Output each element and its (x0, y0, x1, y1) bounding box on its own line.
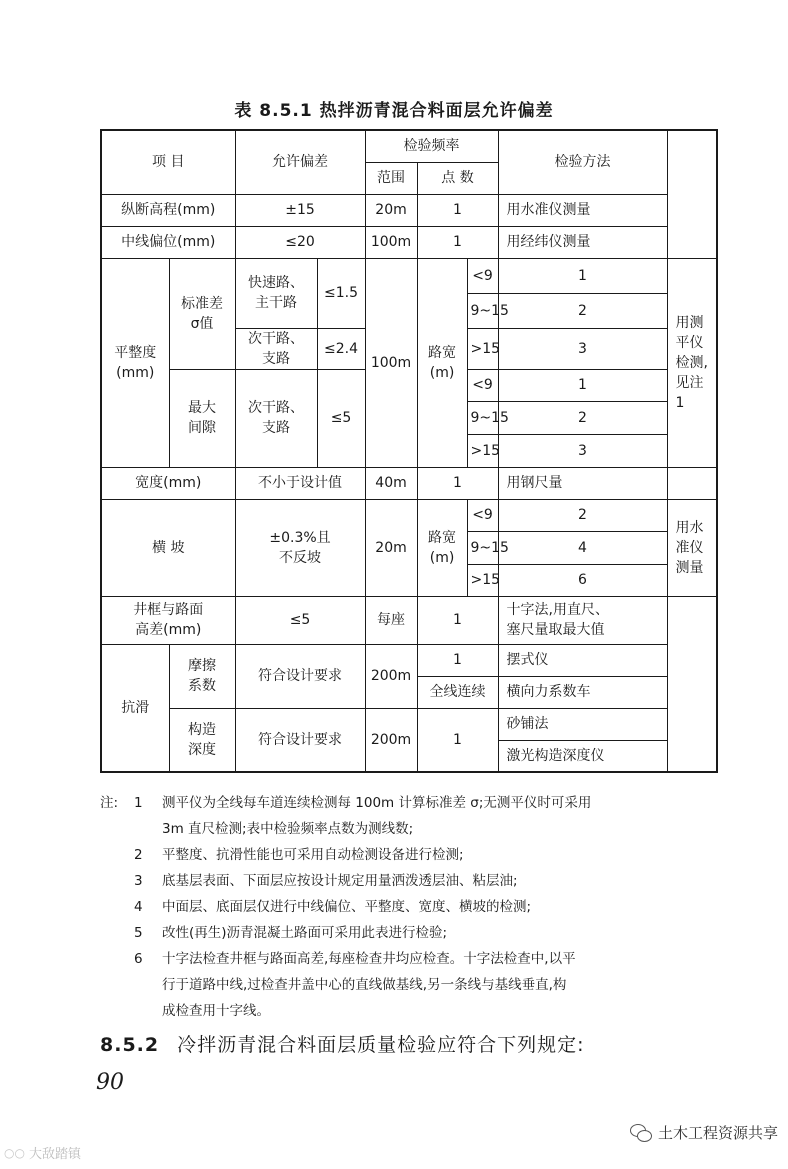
note-item (100, 920, 740, 946)
tolerance-cell: ±0.3%且 不反坡 (235, 499, 365, 596)
item-cell: 中线偏位(mm) (101, 226, 235, 258)
note-number: 5 (134, 925, 143, 941)
table-row (101, 226, 717, 258)
method-cell: 用经纬仪测量 (498, 226, 667, 258)
method-cell: 用测平仪检测, 见注 1 (667, 258, 717, 467)
header-points: 点 数 (417, 162, 498, 194)
subitem-cell: 标准差 σ值 (169, 258, 235, 369)
width-range-cell: 9~15 (467, 293, 498, 328)
range-cell: 20m (365, 194, 417, 226)
page-number: 90 (96, 1070, 124, 1095)
method-cell: 砂铺法 (498, 708, 667, 740)
points-cell: 1 (498, 369, 667, 401)
note-number: 4 (134, 899, 143, 915)
note-number: 3 (134, 873, 143, 889)
watermark-left (4, 1143, 81, 1162)
tolerance-cell: 符合设计要求 (235, 708, 365, 772)
wechat-icon (630, 1124, 652, 1142)
width-range-cell: >15 (467, 328, 498, 369)
method-cell: 摆式仪 (498, 644, 667, 676)
range-cell: 200m (365, 644, 417, 708)
points-cell: 3 (498, 434, 667, 467)
width-range-cell: >15 (467, 434, 498, 467)
range-cell: 100m (365, 226, 417, 258)
points-cell: 1 (417, 596, 498, 644)
note-text: 行于道路中线,过检查井盖中心的直线做基线,另一条线与基线垂直,构 (162, 977, 567, 993)
item-cell: 抗滑 (101, 644, 169, 772)
method-cell: 十字法,用直尺、 塞尺量取最大值 (498, 596, 667, 644)
table-row (101, 194, 717, 226)
width-range-cell: 9~15 (467, 531, 498, 564)
note-text: 改性(再生)沥青混凝土路面可采用此表进行检验; (162, 925, 448, 941)
note-text: 平整度、抗滑性能也可采用自动检测设备进行检测; (162, 847, 464, 863)
table-row (101, 596, 717, 644)
subitem-cell: 最大 间隙 (169, 369, 235, 467)
note-text: 中面层、底面层仅进行中线偏位、平整度、宽度、横坡的检测; (162, 899, 532, 915)
method-cell: 用钢尺量 (498, 467, 667, 499)
road-class-cell: 次干路、 支路 (235, 328, 317, 369)
table-title: 表 8.5.1 热拌沥青混合料面层允许偏差 (234, 101, 554, 121)
watermark-right (630, 1122, 778, 1143)
width-range-cell: 9~15 (467, 401, 498, 434)
width-cell: 路宽 (m) (417, 258, 467, 467)
item-cell: 宽度(mm) (101, 467, 235, 499)
points-cell: 2 (498, 499, 667, 531)
tolerance-table (100, 129, 718, 773)
width-range-cell: <9 (467, 369, 498, 401)
method-cell: 用水准仪测量 (498, 194, 667, 226)
tolerance-cell: ≤20 (235, 226, 365, 258)
points-cell: 1 (417, 644, 498, 676)
points-cell: 1 (417, 226, 498, 258)
note-text: 测平仪为全线每车道连续检测每 100m 计算标准差 σ;无测平仪时可采用 (162, 795, 592, 811)
watermark-left-text: 大敌踏镇 (28, 1147, 81, 1162)
header-range: 范围 (365, 162, 417, 194)
range-cell: 每座 (365, 596, 417, 644)
points-cell: 6 (498, 564, 667, 596)
note-item (100, 790, 740, 842)
method-cell: 用水准仪测量 (667, 499, 717, 596)
table-row (101, 499, 717, 531)
table-row (101, 258, 717, 293)
table-row (101, 708, 717, 740)
points-cell: 1 (417, 708, 498, 772)
note-text: 成检查用十字线。 (162, 1003, 270, 1019)
width-cell: 路宽 (m) (417, 499, 467, 596)
table-row (101, 644, 717, 676)
range-cell: 20m (365, 499, 417, 596)
range-cell: 100m (365, 258, 417, 467)
header-method: 检验方法 (498, 130, 667, 194)
range-cell: 200m (365, 708, 417, 772)
note-text: 底基层表面、下面层应按设计规定用量洒泼透层油、粘层油; (162, 873, 518, 889)
header-row (101, 130, 717, 162)
item-cell: 纵断高程(mm) (101, 194, 235, 226)
note-item (100, 868, 740, 894)
item-cell: 井框与路面 高差(mm) (101, 596, 235, 644)
tolerance-cell: ≤5 (317, 369, 365, 467)
note-number: 6 (134, 951, 143, 967)
width-range-cell: <9 (467, 258, 498, 293)
note-label: 注: (100, 795, 119, 811)
note-text: 3m 直尺检测;表中检验频率点数为测线数; (162, 821, 414, 837)
method-cell: 激光构造深度仪 (498, 740, 667, 772)
table-row (101, 467, 717, 499)
points-cell: 1 (498, 258, 667, 293)
method-cell: 横向力系数车 (498, 676, 667, 708)
item-cell: 平整度 (mm) (101, 258, 169, 467)
note-item (100, 894, 740, 920)
tolerance-cell: ≤5 (235, 596, 365, 644)
points-cell: 2 (498, 401, 667, 434)
header-item: 项 目 (101, 130, 235, 194)
clause-number: 8.5.2 (100, 1034, 160, 1056)
note-item (100, 842, 740, 868)
road-class-cell: 次干路、 支路 (235, 369, 317, 467)
road-class-cell: 快速路、 主干路 (235, 258, 317, 328)
width-range-cell: >15 (467, 564, 498, 596)
header-tolerance: 允许偏差 (235, 130, 365, 194)
points-cell: 2 (498, 293, 667, 328)
clause-heading (100, 1030, 585, 1057)
table-notes (100, 790, 740, 1024)
subitem-cell: 摩擦 系数 (169, 644, 235, 708)
subitem-cell: 构造 深度 (169, 708, 235, 772)
tolerance-cell: 不小于设计值 (235, 467, 365, 499)
tolerance-cell: ≤2.4 (317, 328, 365, 369)
width-range-cell: <9 (467, 499, 498, 531)
tolerance-cell: ±15 (235, 194, 365, 226)
clause-text: 冷拌沥青混合料面层质量检验应符合下列规定: (177, 1034, 585, 1056)
tolerance-cell: ≤1.5 (317, 258, 365, 328)
points-cell: 1 (417, 194, 498, 226)
tolerance-cell: 符合设计要求 (235, 644, 365, 708)
header-frequency: 检验频率 (365, 130, 498, 162)
watermark-right-text: 土木工程资源共享 (657, 1124, 778, 1142)
points-cell: 全线连续 (417, 676, 498, 708)
note-number: 1 (134, 795, 143, 811)
range-cell: 40m (365, 467, 417, 499)
points-cell: 3 (498, 328, 667, 369)
logo-icon: ○○ (4, 1145, 25, 1160)
note-item (100, 946, 740, 1024)
points-cell: 4 (498, 531, 667, 564)
points-cell: 1 (417, 467, 498, 499)
note-text: 十字法检查井框与路面高差,每座检查井均应检查。十字法检查中,以平 (162, 951, 576, 967)
item-cell: 横 坡 (101, 499, 235, 596)
note-number: 2 (134, 847, 143, 863)
